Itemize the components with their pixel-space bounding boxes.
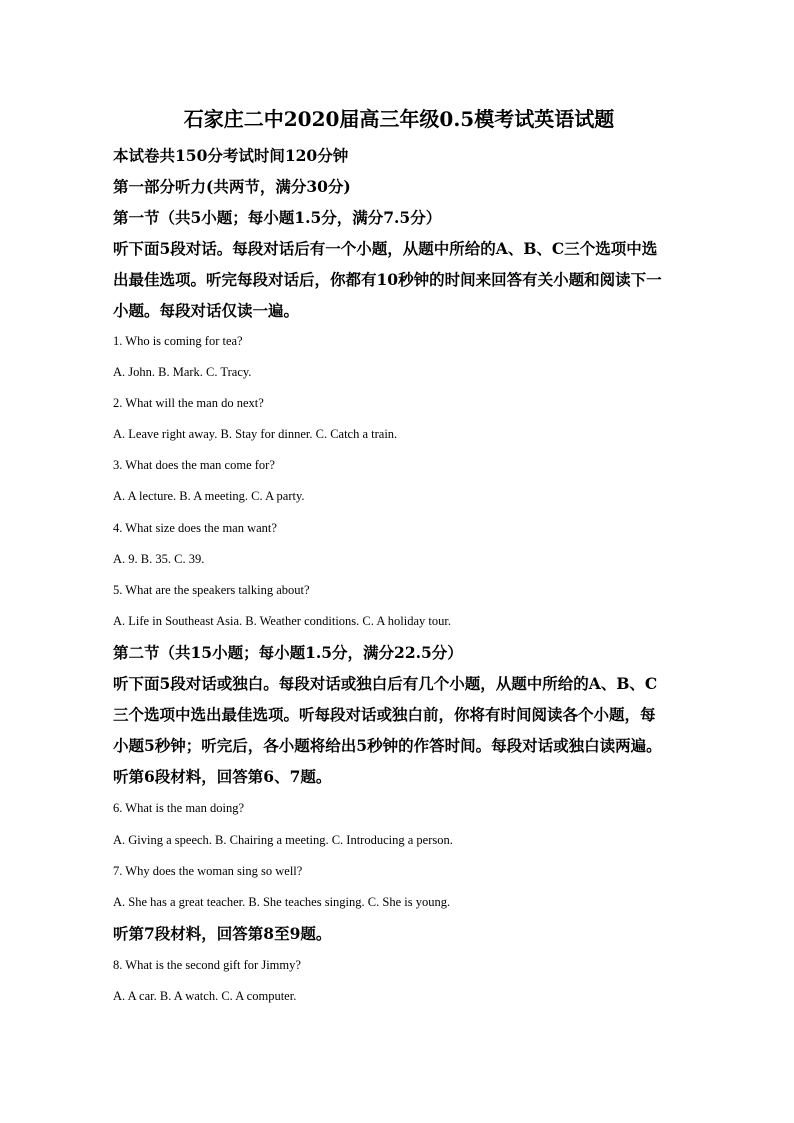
- question-7-options: A. She has a great teacher. B. She teaches singing. C. She is young.: [113, 895, 451, 909]
- question-8-options: A. A car. B. A watch. C. A computer.: [113, 989, 297, 1003]
- question-3-options: A. A lecture. B. A meeting. C. A party.: [113, 489, 305, 503]
- section1-instruction-line: 出最佳选项。听完每段对话后，你都有10秒钟的时间来回答有关小题和阅读下一: [113, 270, 662, 289]
- section1-instruction-line: 听下面5段对话。每段对话后有一个小题，从题中所给的A、B、C三个选项中选: [113, 239, 658, 258]
- question-6-options: A. Giving a speech. B. Chairing a meeting. C. Introducing a person.: [113, 833, 453, 847]
- question-4: 4. What size does the man want?: [113, 521, 277, 535]
- question-1-options: A. John. B. Mark. C. Tracy.: [113, 365, 252, 379]
- section2-instruction-line: 听下面5段对话或独白。每段对话或独白后有几个小题，从题中所给的A、B、C: [113, 674, 658, 693]
- question-2: 2. What will the man do next?: [113, 396, 264, 410]
- section1-heading: 第一节（共5小题；每小题1.5分，满分7.5分）: [113, 208, 442, 227]
- question-4-options: A. 9. B. 35. C. 39.: [113, 552, 205, 566]
- section1-instruction-line: 小题。每段对话仅读一遍。: [113, 301, 300, 320]
- exam-info: 本试卷共150分考试时间120分钟: [113, 146, 349, 165]
- question-2-options: A. Leave right away. B. Stay for dinner. C. Catch a train.: [113, 427, 398, 441]
- question-6: 6. What is the man doing?: [113, 801, 244, 815]
- page-title: 石家庄二中2020届高三年级0.5模考试英语试题: [183, 107, 615, 131]
- section2-heading: 第二节（共15小题；每小题1.5分，满分22.5分）: [113, 643, 463, 662]
- question-5-options: A. Life in Southeast Asia. B. Weather conditions. C. A holiday tour.: [113, 614, 451, 628]
- section2-instruction-line: 三个选项中选出最佳选项。听每段对话或独白前，你将有时间阅读各个小题，每: [113, 705, 656, 724]
- question-5: 5. What are the speakers talking about?: [113, 583, 310, 597]
- question-8: 8. What is the second gift for Jimmy?: [113, 958, 301, 972]
- material-6-heading: 听第6段材料，回答第6、7题。: [113, 767, 332, 786]
- question-7: 7. Why does the woman sing so well?: [113, 864, 303, 878]
- section2-instruction-line: 小题5秒钟；听完后，各小题将给出5秒钟的作答时间。每段对话或独白读两遍。: [113, 736, 662, 755]
- question-3: 3. What does the man come for?: [113, 458, 275, 472]
- material-7-heading: 听第7段材料，回答第8至9题。: [113, 924, 332, 943]
- part1-heading: 第一部分听力(共两节，满分30分): [113, 177, 351, 196]
- question-1: 1. Who is coming for tea?: [113, 334, 243, 348]
